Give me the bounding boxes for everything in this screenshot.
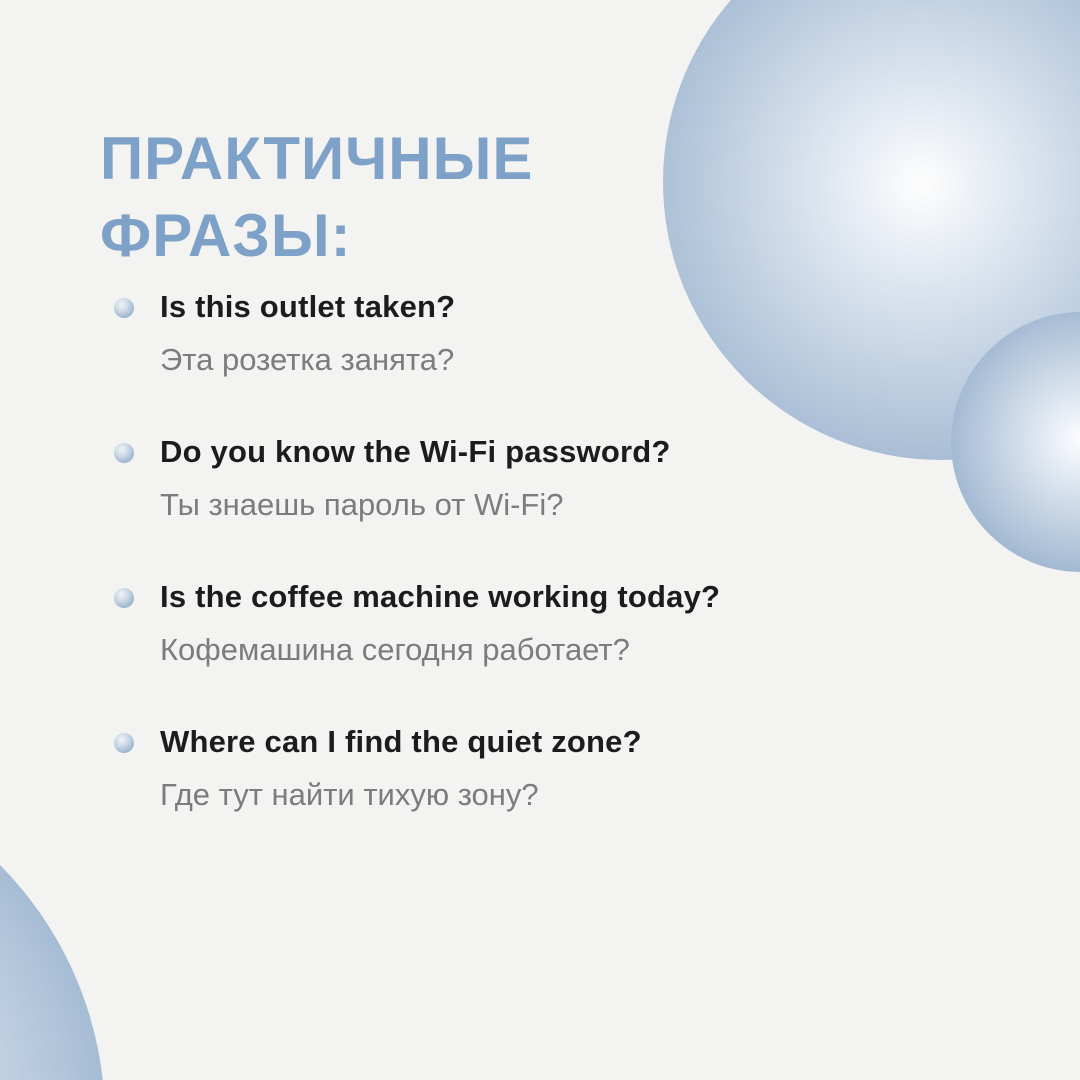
phrase-russian: Ты знаешь пароль от Wi-Fi? (160, 487, 564, 522)
sphere-bullet-icon (114, 588, 134, 608)
list-item (100, 288, 860, 379)
list-item (100, 433, 860, 524)
phrase-russian: Кофемашина сегодня работает? (160, 632, 630, 667)
page-title: ПРАКТИЧНЫЕ ФРАЗЫ: (100, 125, 534, 270)
phrase-english: Is this outlet taken? (160, 289, 456, 324)
decor-sphere-bottom-left (0, 758, 105, 1080)
list-item (100, 723, 860, 814)
phrase-list (100, 288, 860, 868)
phrase-russian: Где тут найти тихую зону? (160, 777, 539, 812)
phrase-english: Is the coffee machine working today? (160, 579, 721, 614)
sphere-bullet-icon (114, 733, 134, 753)
phrase-english: Do you know the Wi-Fi password? (160, 434, 671, 469)
phrase-english: Where can I find the quiet zone? (160, 724, 642, 759)
list-item (100, 578, 860, 669)
sphere-bullet-icon (114, 443, 134, 463)
sphere-bullet-icon (114, 298, 134, 318)
phrase-russian: Эта розетка занята? (160, 342, 455, 377)
